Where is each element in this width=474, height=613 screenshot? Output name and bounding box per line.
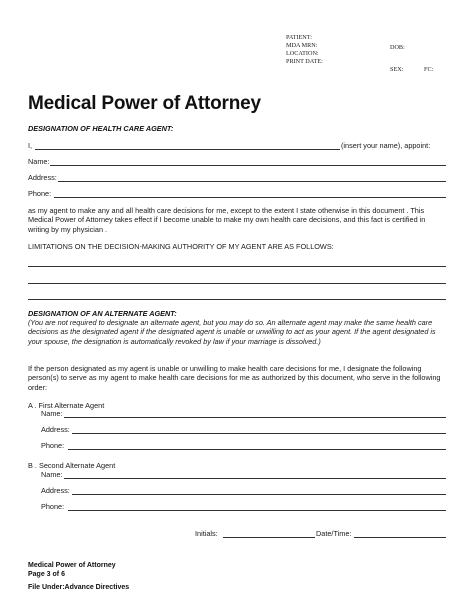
- initials-field[interactable]: [223, 537, 315, 538]
- header-sex: SEX:: [390, 66, 404, 73]
- second-alt-address-field[interactable]: [72, 494, 446, 495]
- header-fc: FC:: [424, 66, 434, 73]
- header-dob: DOB:: [390, 44, 405, 51]
- alternate-heading: DESIGNATION OF AN ALTERNATE AGENT:: [28, 309, 177, 318]
- page-title: Medical Power of Attorney: [28, 93, 261, 114]
- agent-name-label: Name:: [28, 157, 50, 166]
- alternate-paragraph: If the person designated as my agent is unable or unwilling to make health care decisions for me, I designate the following person(s) to serve as my agent to make health care decisions for me as authorized by this document, who serve in the following order:: [28, 364, 441, 392]
- agent-address-field[interactable]: [58, 181, 446, 182]
- first-alt-phone-label: Phone:: [41, 441, 65, 450]
- first-alt-address-field[interactable]: [72, 433, 446, 434]
- limitations-line-1[interactable]: [28, 266, 446, 267]
- header-patient: PATIENT:: [286, 34, 312, 41]
- footer-form-name: Medical Power of Attorney: [28, 562, 116, 569]
- agent-name-field[interactable]: [50, 165, 446, 166]
- agent-self-name-field[interactable]: [35, 149, 340, 150]
- footer-file-under: File Under:Advance Directives: [28, 584, 130, 591]
- initials-label: Initials:: [195, 529, 218, 538]
- designation-heading: DESIGNATION OF HEALTH CARE AGENT:: [28, 124, 174, 133]
- date-time-field[interactable]: [354, 537, 446, 538]
- header-mda-mrn: MDA MRN:: [286, 42, 318, 49]
- first-alt-phone-field[interactable]: [68, 449, 446, 450]
- header-location: LOCATION:: [286, 50, 319, 57]
- agent-phone-label: Phone:: [28, 189, 52, 198]
- header-print-date: PRINT DATE:: [286, 58, 323, 65]
- agent-address-label: Address:: [28, 173, 57, 182]
- second-alt-address-label: Address:: [41, 486, 70, 495]
- i-label: I,: [28, 141, 33, 150]
- first-alt-name-label: Name:: [41, 409, 63, 418]
- second-alt-name-field[interactable]: [64, 478, 446, 479]
- second-alternate-label: B . Second Alternate Agent: [28, 461, 116, 470]
- limitations-line-2[interactable]: [28, 283, 446, 284]
- date-time-label: Date/Time:: [316, 529, 352, 538]
- first-alt-address-label: Address:: [41, 425, 70, 434]
- limitations-line-3[interactable]: [28, 299, 446, 300]
- second-alt-phone-field[interactable]: [68, 510, 446, 511]
- first-alternate-label: A . First Alternate Agent: [28, 401, 105, 410]
- first-alt-name-field[interactable]: [64, 417, 446, 418]
- footer-page-number: Page 3 of 6: [28, 571, 65, 578]
- designation-paragraph: as my agent to make any and all health care decisions for me, except to the extent I state otherwise in this document . This Medical Power of Attorney takes effect if I become unable to make my own health care decisions, and this fact is certified in writing by my physician .: [28, 206, 426, 234]
- appoint-label: (insert your name), appoint:: [341, 141, 431, 150]
- alternate-note: (You are not required to designate an alternate agent, but you may do so. An alternate agent may make the same health care decisions as the designated agent if the designated agent is unable or unwilling to act as your agent. If the agent designated is your spouse, the designation is automatically revoked by law if your marriage is dissolved.): [28, 318, 436, 346]
- agent-phone-field[interactable]: [54, 197, 446, 198]
- second-alt-name-label: Name:: [41, 470, 63, 479]
- second-alt-phone-label: Phone:: [41, 502, 65, 511]
- limitations-heading: LIMITATIONS ON THE DECISION-MAKING AUTHORITY OF MY AGENT ARE AS FOLLOWS:: [28, 242, 334, 251]
